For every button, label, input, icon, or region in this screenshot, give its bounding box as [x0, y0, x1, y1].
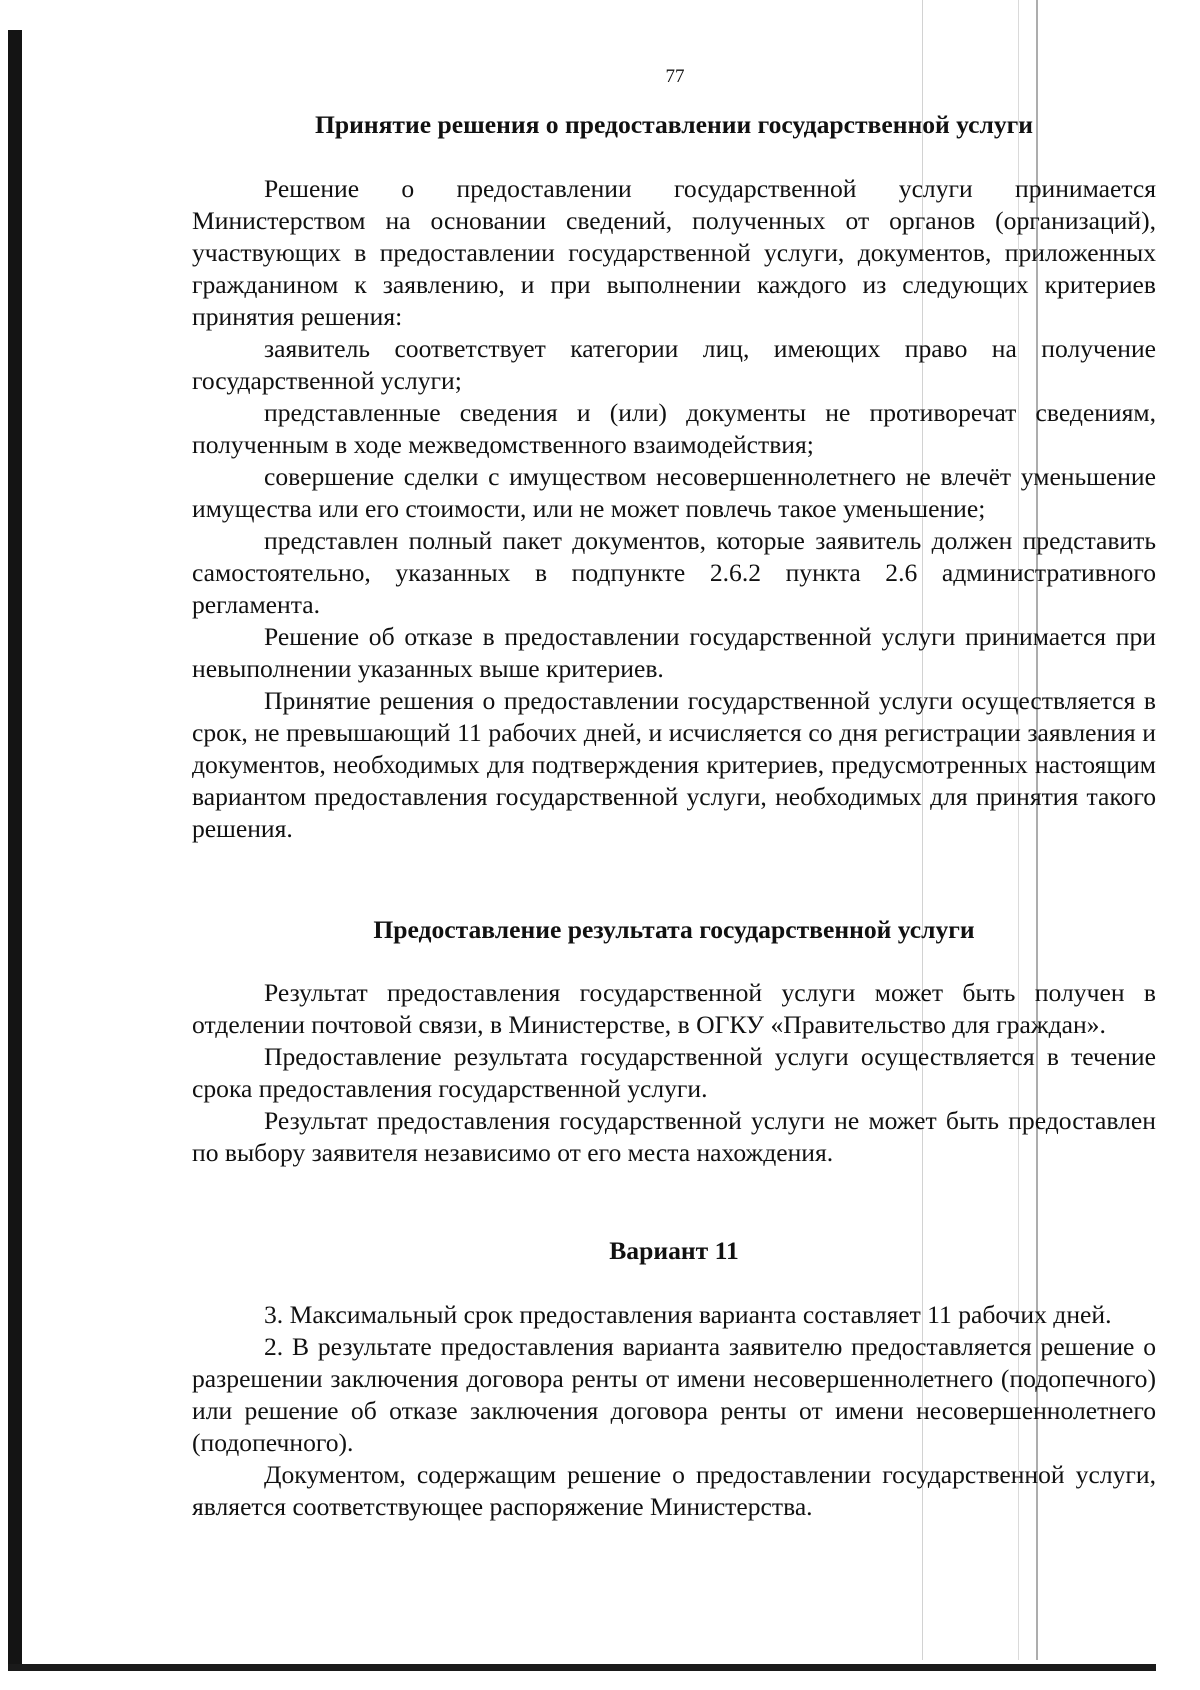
- paragraph: Решение об отказе в предоставлении государственной услуги принимается при невыполнении указанных выше критериев.: [192, 622, 1156, 683]
- paragraph: представлен полный пакет документов, которые заявитель должен представить самостоятельно, указанных в подпункте 2.6.2 пункта 2.6 административного регламента.: [192, 526, 1156, 619]
- page-number: 77: [665, 66, 685, 87]
- scan-bottom-border: [8, 1664, 1156, 1671]
- paragraph: Результат предоставления государственной услуги не может быть предоставлен по выбору заявителя независимо от его места нахождения.: [192, 1106, 1156, 1167]
- paragraph: Документом, содержащим решение о предоставлении государственной услуги, является соответствующее распоряжение Министерства.: [192, 1460, 1156, 1521]
- paragraph: Предоставление результата государственной услуги осуществляется в течение срока предоставления государственной услуги.: [192, 1042, 1156, 1103]
- paragraph: заявитель соответствует категории лиц, имеющих право на получение государственной услуги;: [192, 334, 1156, 395]
- paragraph: 2. В результате предоставления варианта заявителю предоставляется решение о разрешении заключения договора ренты от имени несовершеннолетнего (подопечного) или решение об отказе заключения договора ренты от имени несовершеннолетнего (подопечного).: [192, 1332, 1156, 1457]
- paragraph: совершение сделки с имуществом несовершеннолетнего не влечёт уменьшение имущества или его стоимости, или не может повлечь такое уменьшение;: [192, 462, 1156, 523]
- paragraph: Результат предоставления государственной услуги может быть получен в отделении почтовой связи, в Министерстве, в ОГКУ «Правительство для граждан».: [192, 978, 1156, 1039]
- section-heading-result: Предоставление результата государственной услуги: [373, 915, 975, 944]
- scan-left-border: [8, 30, 22, 1670]
- paragraph: 3. Максимальный срок предоставления варианта составляет 11 рабочих дней.: [264, 1300, 1112, 1329]
- section-body-result: [192, 977, 1156, 1169]
- section-heading-decision: Принятие решения о предоставлении государственной услуги: [314, 110, 1034, 139]
- section-body-decision: [192, 173, 1156, 845]
- paragraph: представленные сведения и (или) документы не противоречат сведениям, полученным в ходе межведомственного взаимодействия;: [192, 398, 1156, 459]
- paragraph: Решение о предоставлении государственной услуги принимается Министерством на основании сведений, полученных от органов (организаций), участвующих в предоставлении государственной услуги, документов, приложенных гражданином к заявлению, и при выполнении каждого из следующих критериев принятия решения:: [192, 174, 1156, 331]
- paragraph: Принятие решения о предоставлении государственной услуги осуществляется в срок, не превышающий 11 рабочих дней, и исчисляется со дня регистрации заявления и документов, необходимых для подтверждения критериев, предусмотренных настоящим вариантом предоставления государственной услуги, необходимых для принятия такого решения.: [192, 686, 1156, 843]
- section-heading-variant: Вариант 11: [609, 1236, 739, 1265]
- section-body-variant: [192, 1299, 1156, 1523]
